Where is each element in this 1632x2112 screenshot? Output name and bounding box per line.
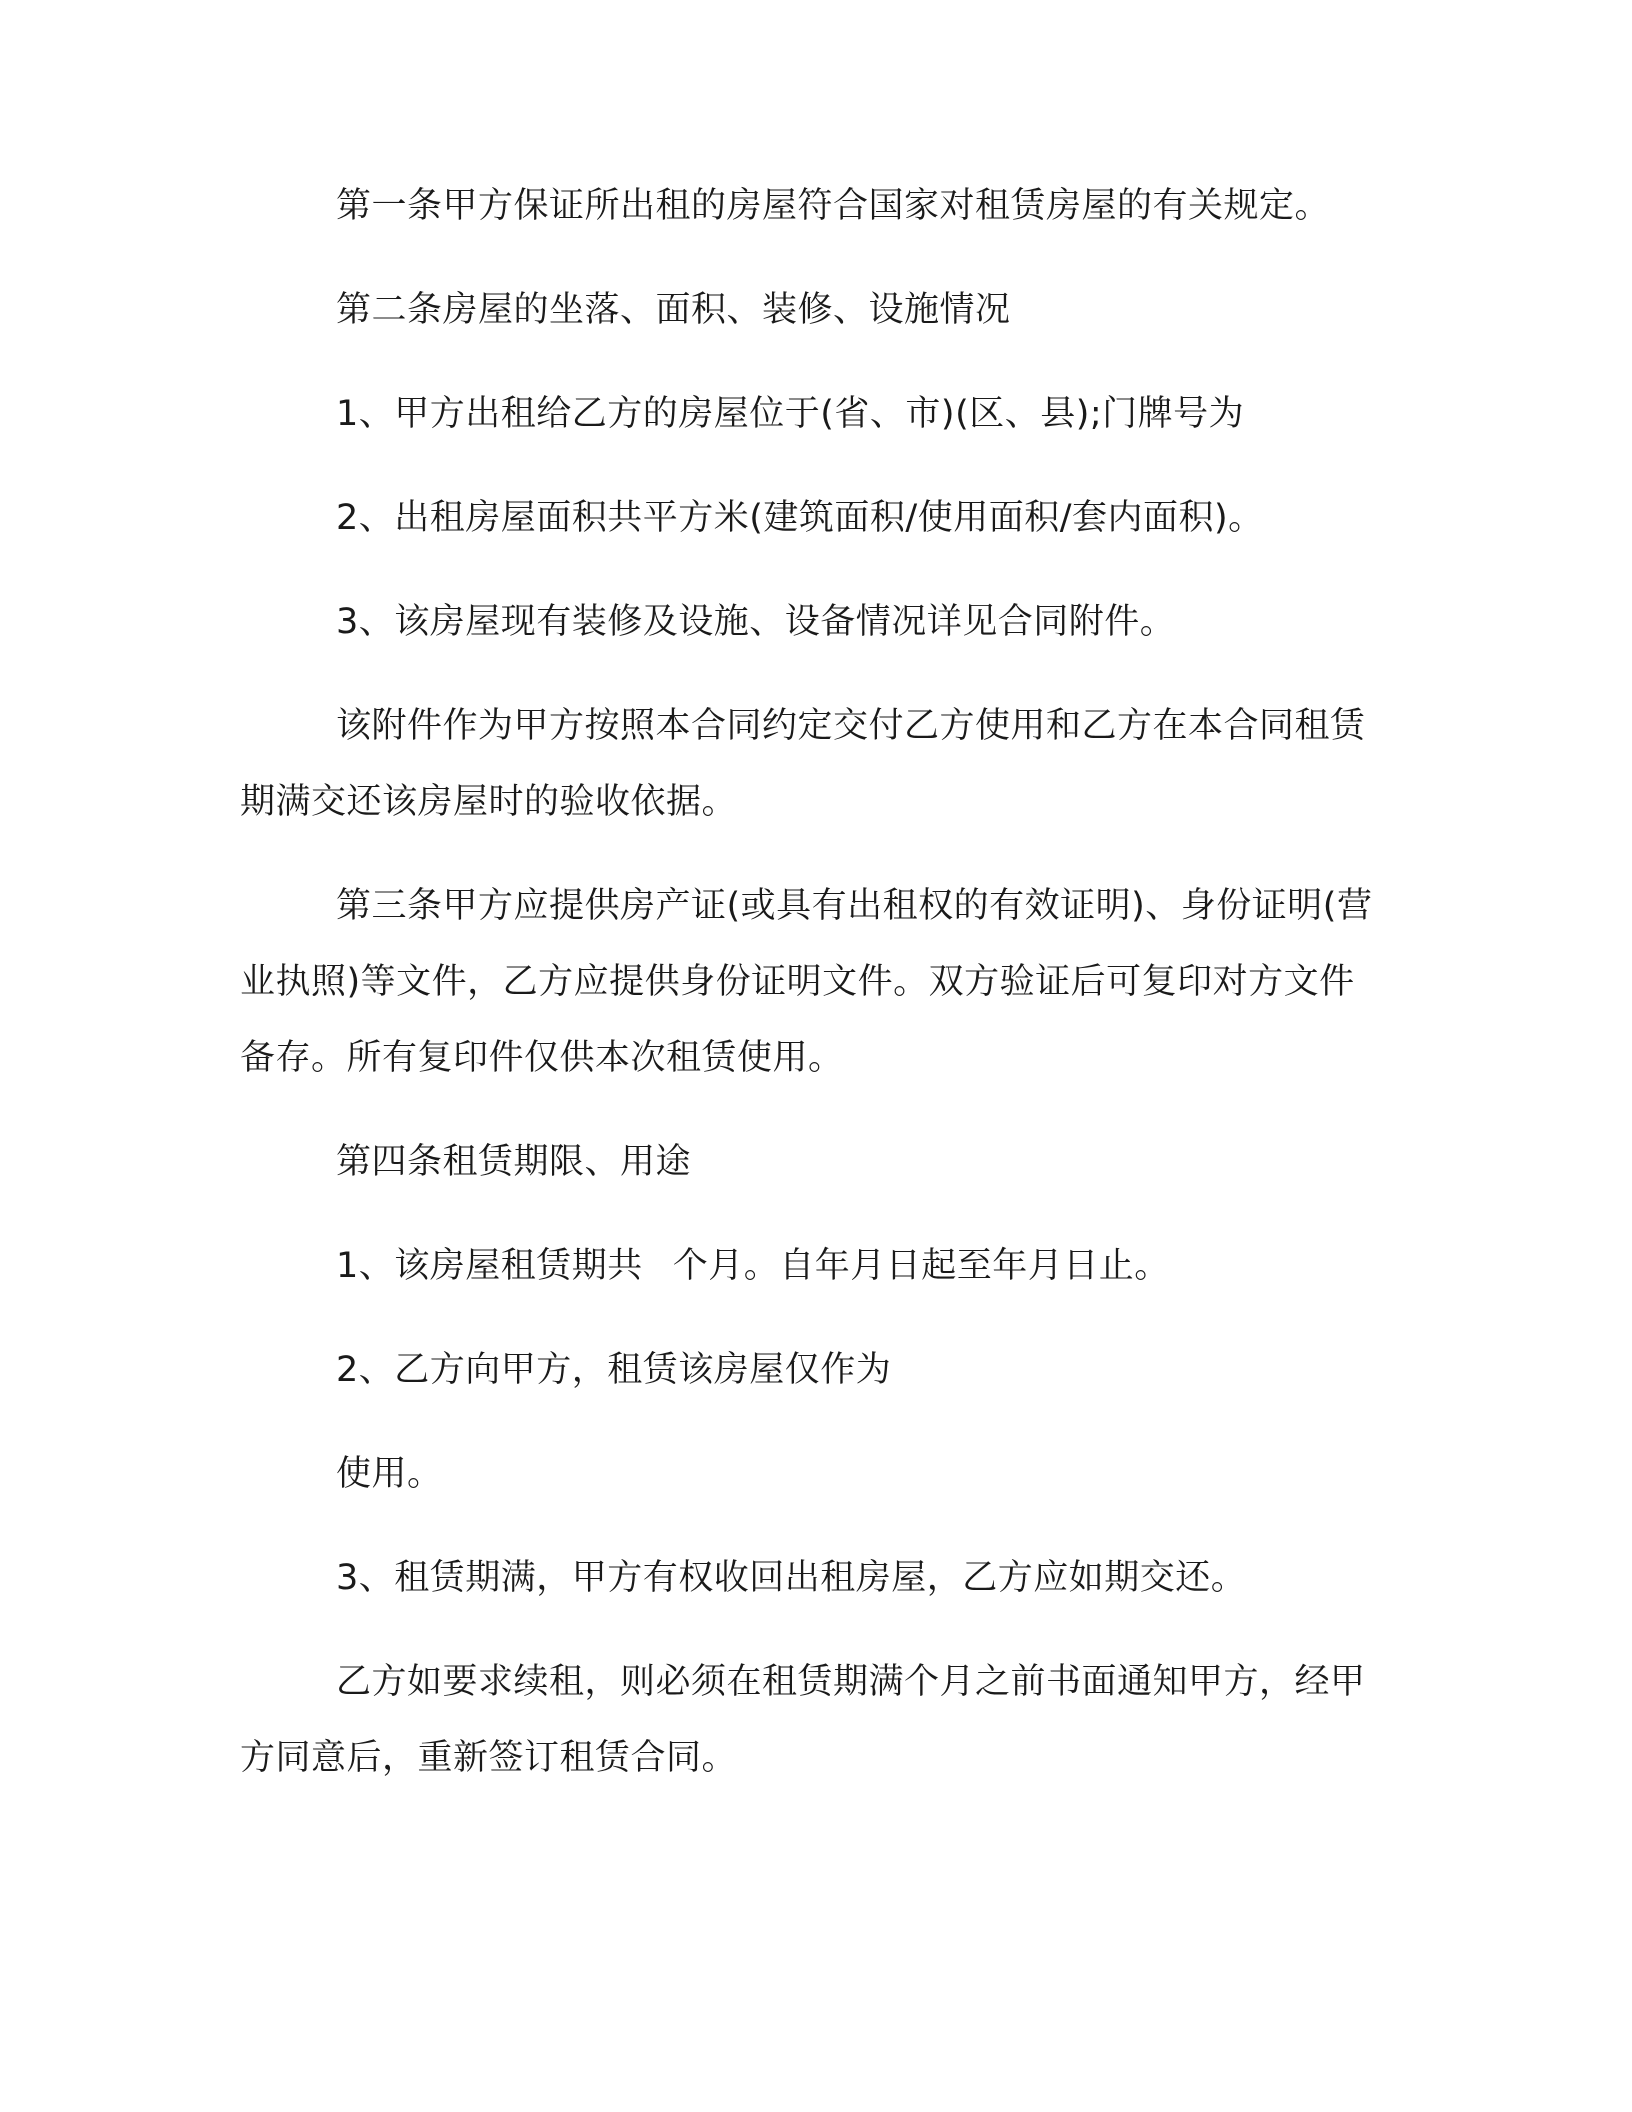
clause-1-paragraph: 第一条甲方保证所出租的房屋符合国家对租赁房屋的有关规定。	[336, 186, 1331, 226]
document-body	[240, 168, 1390, 1824]
clause-4-item-2: 2、乙方向甲方，租赁该房屋仅作为	[336, 1350, 892, 1390]
clause-4-item-1-part-b: 个月。自年月日起至年月日止。	[672, 1246, 1170, 1286]
clause-2-item-1: 1、甲方出租给乙方的房屋位于(省、市)(区、县);门牌号为	[336, 394, 1245, 434]
clause-2-item-3: 3、该房屋现有装修及设施、设备情况详见合同附件。	[336, 602, 1176, 642]
clause-2-heading: 第二条房屋的坐落、面积、装修、设施情况	[336, 290, 1011, 330]
clause-4-item-3: 3、租赁期满，甲方有权收回出租房屋，乙方应如期交还。	[336, 1558, 1247, 1598]
clause-4-renewal-note: 乙方如要求续租，则必须在租赁期满个月之前书面通知甲方，经甲方同意后，重新签订租赁合同。	[240, 1662, 1366, 1778]
clause-2-attachment-note: 该附件作为甲方按照本合同约定交付乙方使用和乙方在本合同租赁期满交还该房屋时的验收依据。	[240, 706, 1366, 822]
clause-2-item-2: 2、出租房屋面积共平方米(建筑面积/使用面积/套内面积)。	[336, 498, 1264, 538]
clause-4-item-1	[240, 1228, 1390, 1304]
clause-4-heading: 第四条租赁期限、用途	[336, 1142, 692, 1182]
clause-4-item-2-continued: 使用。	[336, 1454, 443, 1494]
clause-4-item-1-part-a: 1、该房屋租赁期共	[336, 1246, 643, 1286]
clause-3-paragraph: 第三条甲方应提供房产证(或具有出租权的有效证明)、身份证明(营业执照)等文件，乙方应提供身份证明文件。双方验证后可复印对方文件备存。所有复印件仅供本次租赁使用。	[240, 886, 1373, 1078]
